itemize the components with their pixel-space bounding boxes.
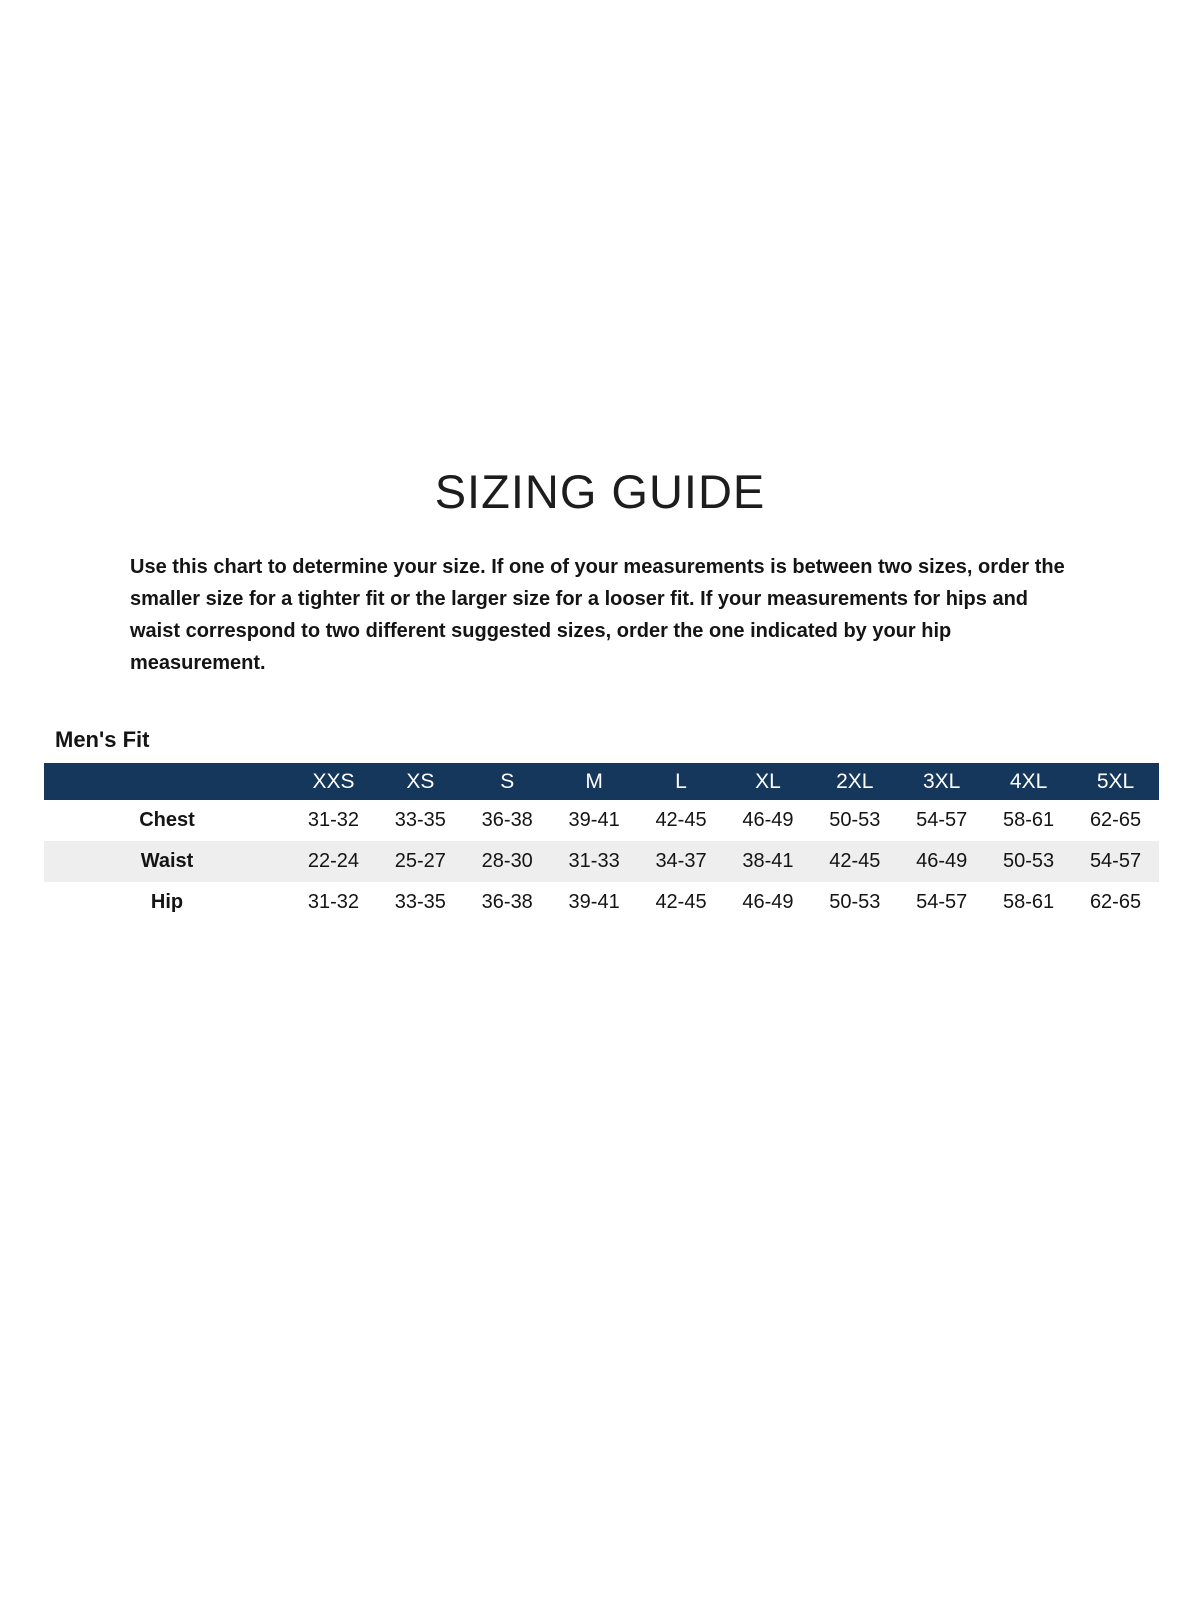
size-column-header: 2XL xyxy=(836,769,874,793)
size-column-header: XXS xyxy=(312,769,355,793)
table-row-chest xyxy=(44,800,1159,841)
measurement-cell: 39-41 xyxy=(568,809,620,832)
measurement-cell: 50-53 xyxy=(1003,850,1055,873)
size-column-header: S xyxy=(500,769,515,793)
measurement-cell: 33-35 xyxy=(394,891,446,914)
table-row-hip xyxy=(44,882,1159,923)
size-chart-table xyxy=(44,763,1159,923)
measurement-cell: 25-27 xyxy=(394,850,446,873)
size-column-header: 5XL xyxy=(1096,769,1135,793)
measurement-cell: 31-32 xyxy=(307,891,360,914)
size-column-header: XL xyxy=(755,769,781,793)
measurement-cell: 62-65 xyxy=(1089,809,1142,832)
measurement-cell: 46-49 xyxy=(742,891,794,914)
size-header-empty-cell xyxy=(44,763,290,800)
measurement-cell: 58-61 xyxy=(1003,891,1055,914)
size-column-header: M xyxy=(585,769,603,793)
measurement-cell: 38-41 xyxy=(742,850,794,873)
measurement-cell: 22-24 xyxy=(307,850,360,873)
measurement-cell: 36-38 xyxy=(481,891,533,914)
measurement-cell: 42-45 xyxy=(829,850,881,873)
mens-fit-section xyxy=(0,727,1200,923)
measurement-cell: 54-57 xyxy=(916,809,968,832)
measurement-cell: 50-53 xyxy=(829,809,881,832)
measurement-cell: 50-53 xyxy=(829,891,881,914)
size-column-header: XS xyxy=(406,769,435,793)
row-label-chest: Chest xyxy=(139,809,195,832)
row-label-hip: Hip xyxy=(150,891,184,914)
measurement-cell: 31-32 xyxy=(307,809,360,832)
size-column-header: L xyxy=(675,769,687,793)
measurement-cell: 31-33 xyxy=(568,850,620,873)
measurement-cell: 54-57 xyxy=(916,891,968,914)
measurement-cell: 39-41 xyxy=(568,891,620,914)
section-heading: Men's Fit xyxy=(55,726,150,752)
size-column-header: 4XL xyxy=(1009,769,1048,793)
measurement-cell: 34-37 xyxy=(655,850,707,873)
size-column-header: 3XL xyxy=(923,769,961,793)
measurement-cell: 46-49 xyxy=(916,850,968,873)
size-header-row xyxy=(44,763,1159,800)
row-label-waist: Waist xyxy=(140,850,194,873)
measurement-cell: 42-45 xyxy=(655,891,707,914)
table-row-waist xyxy=(44,841,1159,882)
page-title: SIZING GUIDE xyxy=(434,465,766,518)
measurement-cell: 62-65 xyxy=(1089,891,1142,914)
measurement-cell: 36-38 xyxy=(481,809,533,832)
measurement-cell: 33-35 xyxy=(394,809,446,832)
measurement-cell: 42-45 xyxy=(655,809,707,832)
measurement-cell: 28-30 xyxy=(481,850,533,873)
measurement-cell: 58-61 xyxy=(1003,809,1055,832)
measurement-cell: 54-57 xyxy=(1089,850,1142,873)
measurement-cell: 46-49 xyxy=(742,809,794,832)
intro-paragraph: Use this chart to determine your size. If one of your measurements is between two sizes, order the smaller size for a tighter fit or the larger size for a looser fit. If your measurements for hips and waist correspond to two different suggested sizes, order the one indicated by your hip measurement. xyxy=(130,555,1065,674)
